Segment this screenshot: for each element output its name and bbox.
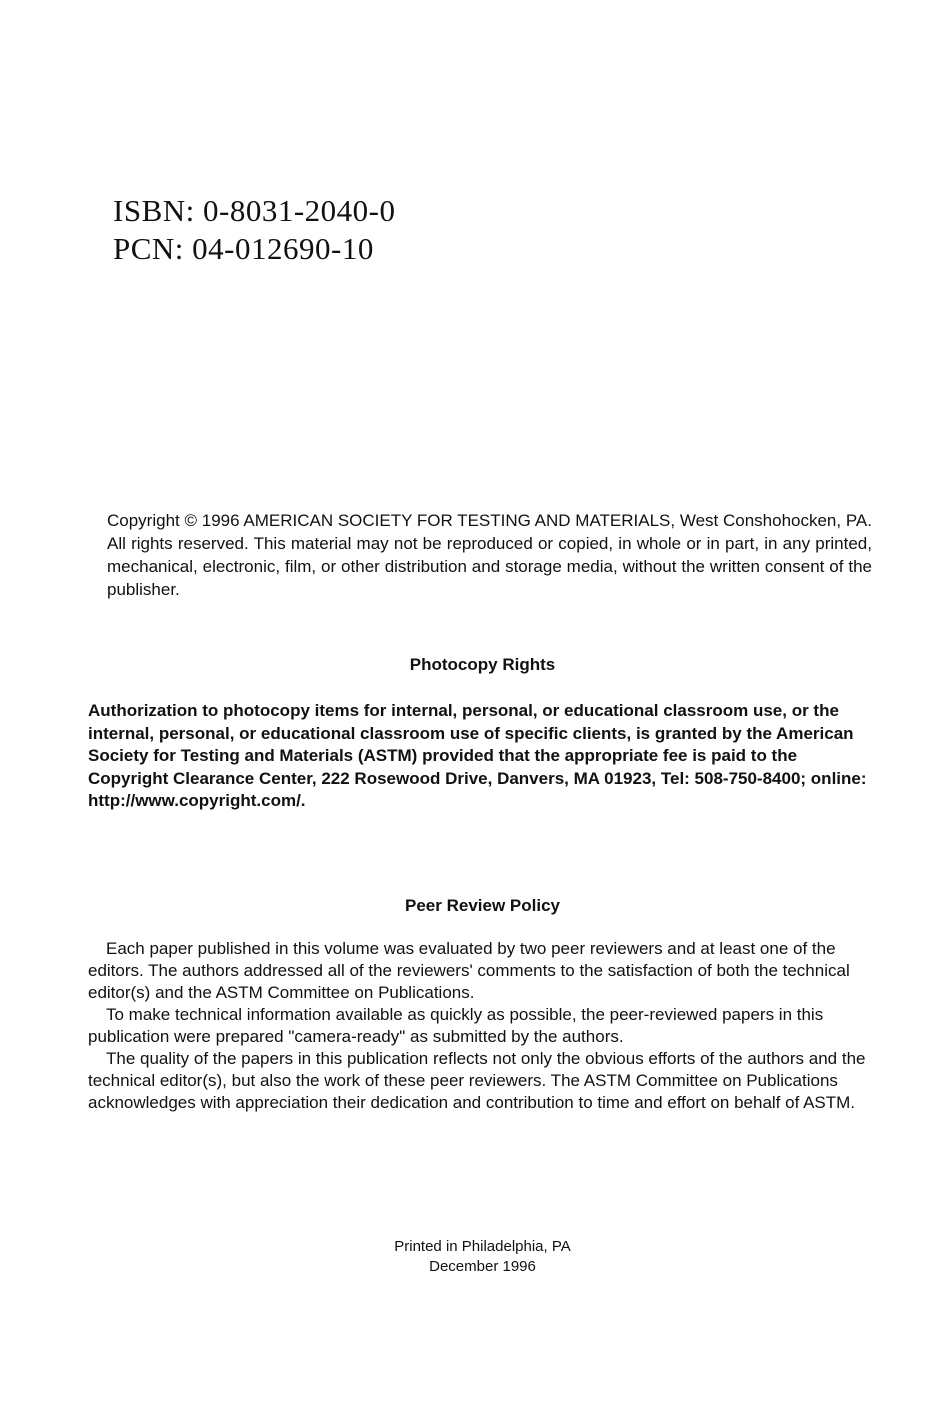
peer-review-paragraph: Each paper published in this volume was evaluated by two peer reviewers and at least one of the editors. The authors addressed all of the reviewers' comments to the satisfaction of both the technical editor(s) and the ASTM Committee on Publications. [88, 939, 850, 1002]
print-info [0, 1237, 950, 1277]
pcn-number: PCN: 04-012690-10 [113, 231, 374, 266]
peer-review-policy [88, 938, 878, 1114]
copyright-notice: Copyright © 1996 AMERICAN SOCIETY FOR TESTING AND MATERIALS, West Conshohocken, PA. All rights reserved. This material may not be reproduced or copied, in whole or in part, in any printed, mechanical, electronic, film, or other distribution and storage media, without the written consent of the publisher. [107, 511, 872, 599]
identifier-block [113, 192, 395, 268]
photocopy-rights-text: Authorization to photocopy items for internal, personal, or educational classroom use, or the internal, personal, or educational classroom use of specific clients, is granted by the American Society for Testing and Materials (ASTM) provided that the appropriate fee is paid to the Copyright Clearance Center, 222 Rosewood Drive, Danvers, MA 01923, Tel: 508-750-8400; online: http://www.copyright.com/. [88, 701, 867, 810]
peer-review-paragraph: The quality of the papers in this publication reflects not only the obvious efforts of the authors and the technical editor(s), but also the work of these peer reviewers. The ASTM Committee on Publications acknowledges with appreciation their dedication and contribution to time and effort on behalf of ASTM. [88, 1049, 866, 1112]
printed-location: Printed in Philadelphia, PA [394, 1238, 571, 1255]
print-date: December 1996 [429, 1258, 536, 1275]
photocopy-rights-heading: Photocopy Rights [409, 655, 556, 674]
peer-review-paragraph: To make technical information available as quickly as possible, the peer-reviewed papers in this publication were prepared "camera-ready" as submitted by the authors. [88, 1005, 824, 1046]
peer-review-heading: Peer Review Policy [405, 896, 560, 915]
isbn-number: ISBN: 0-8031-2040-0 [113, 193, 396, 228]
